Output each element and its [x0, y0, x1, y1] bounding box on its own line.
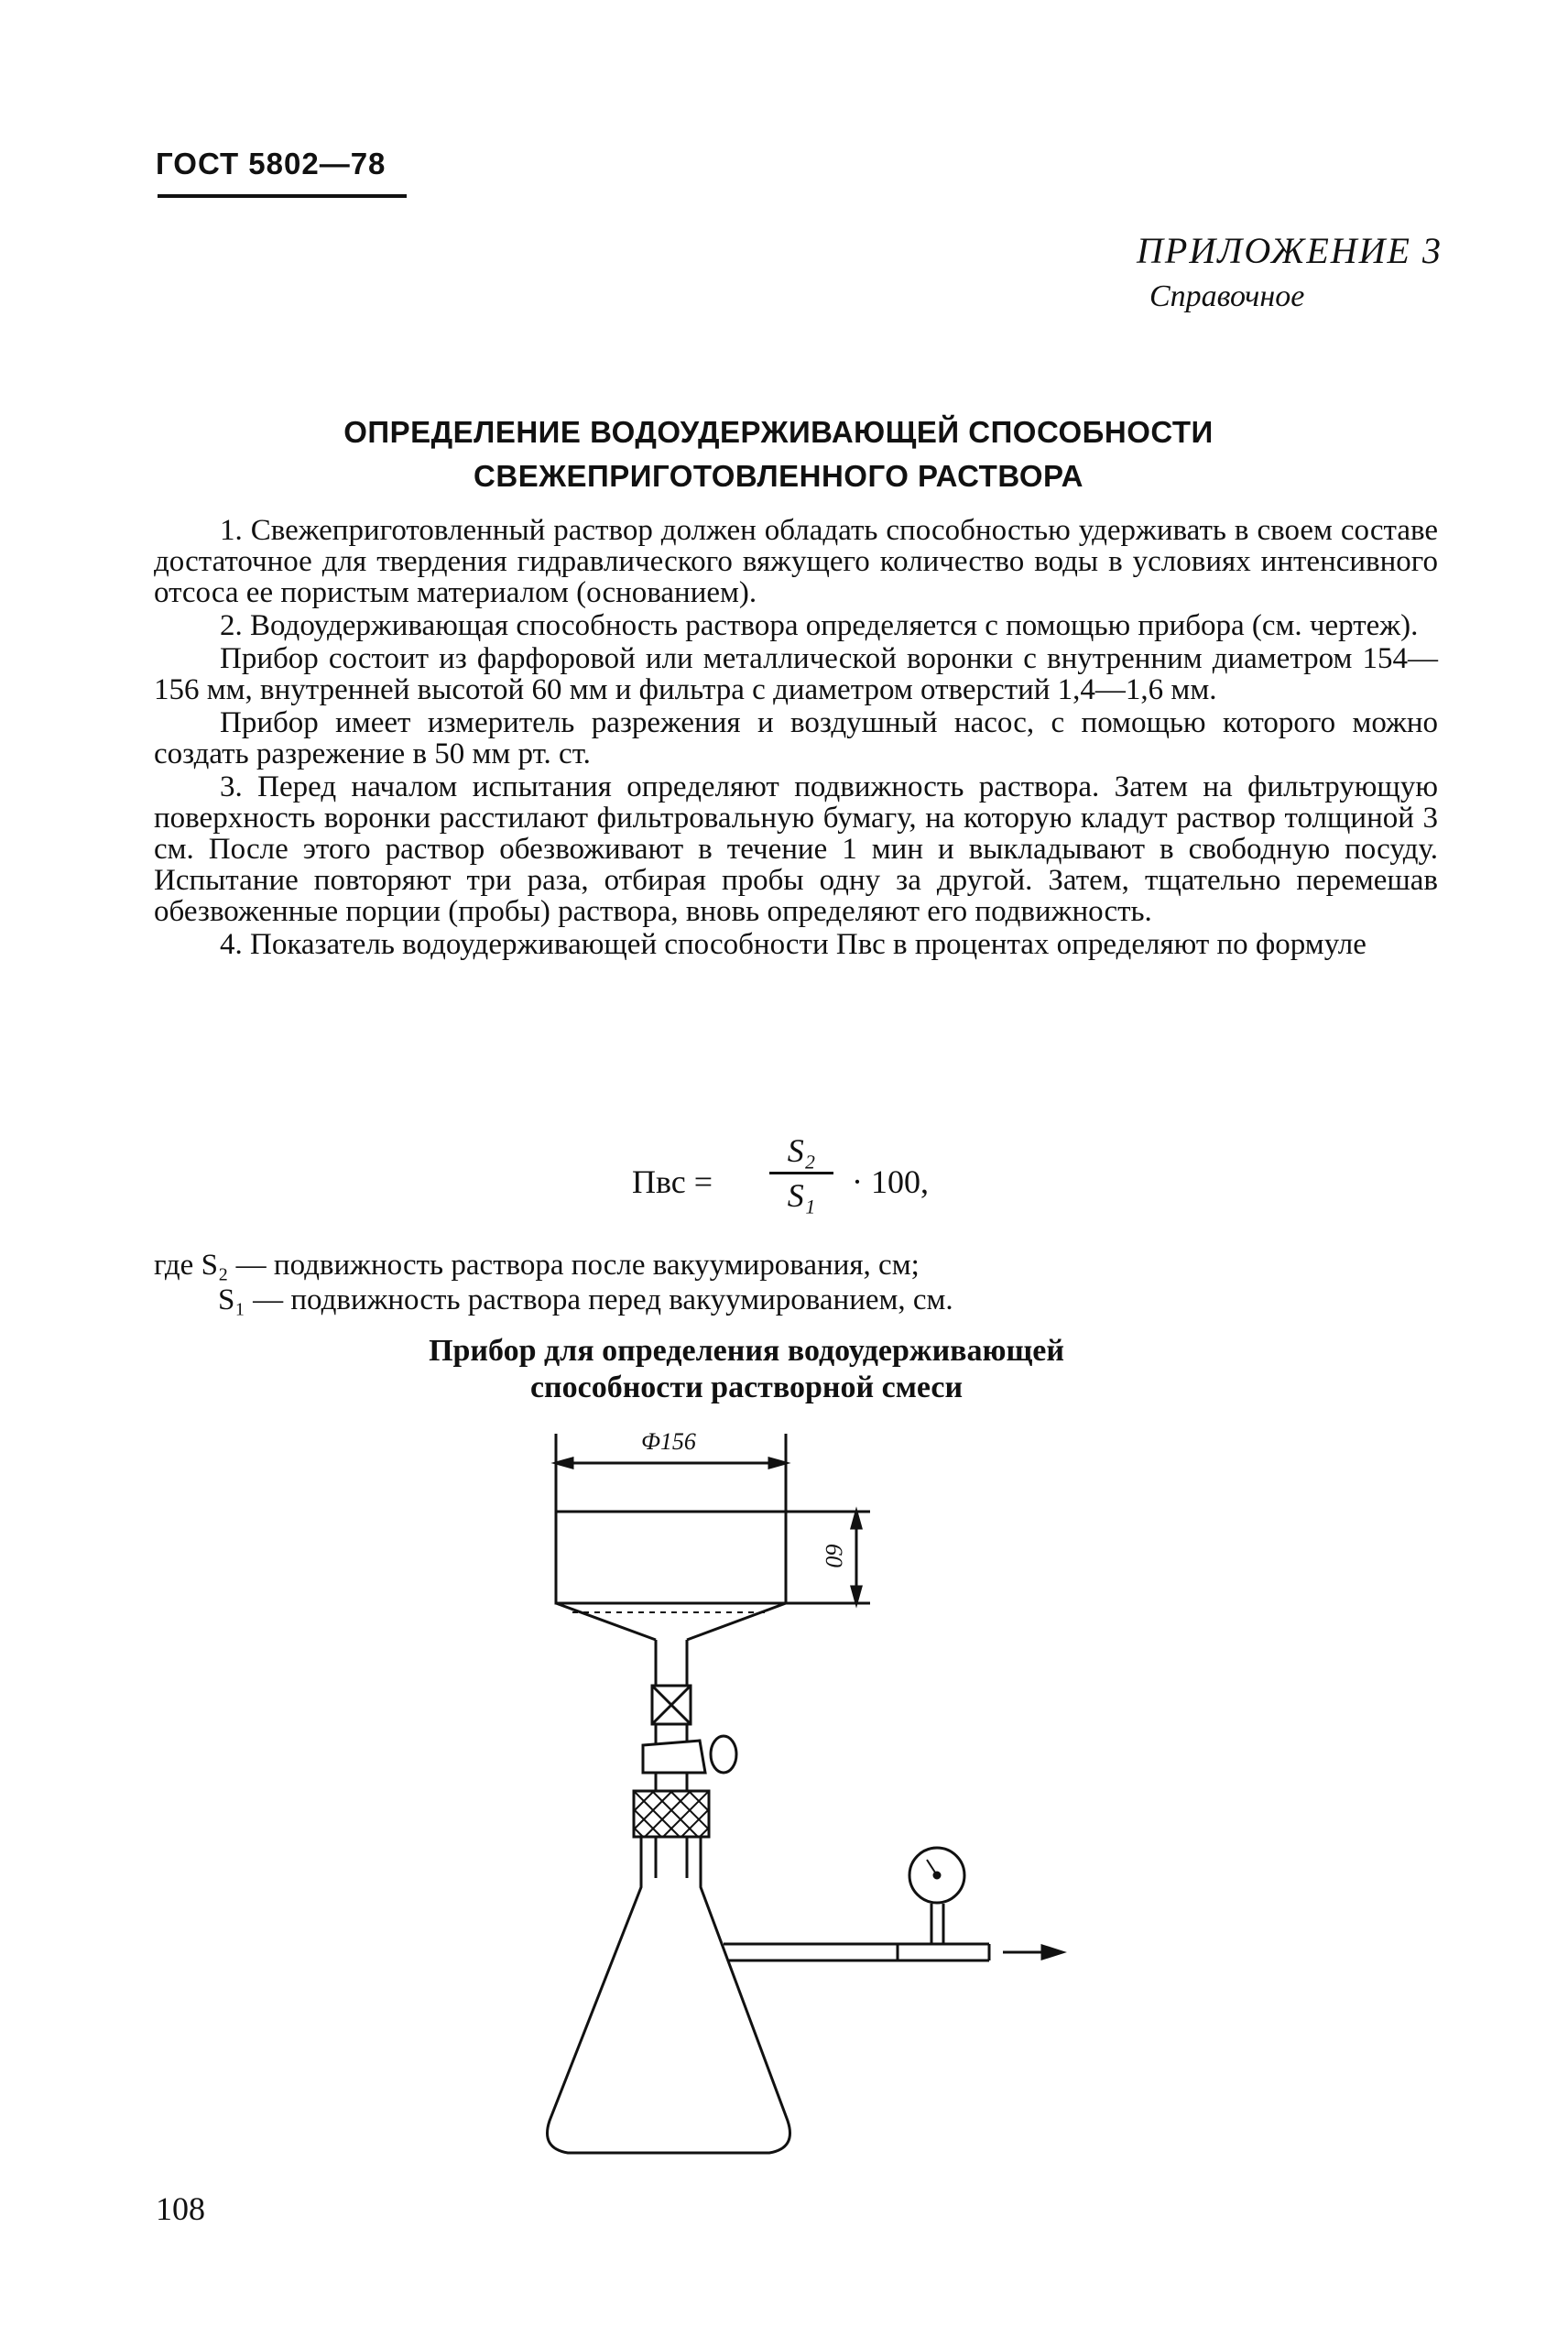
appendix-label: ПРИЛОЖЕНИЕ 3	[1137, 230, 1443, 271]
formula-fraction	[769, 1131, 833, 1215]
stopcock-handle	[711, 1736, 736, 1773]
definition-s2: где S₂ — подвижность раствора после вакуумирования, см;	[154, 1249, 920, 1282]
paragraph-6: 4. Показатель водоудерживающей способности Пвс в процентах определяют по формуле	[220, 928, 1367, 961]
dim-height-arrow-top	[852, 1512, 861, 1528]
page-number: 108	[156, 2190, 205, 2227]
variable-definitions	[154, 1248, 1438, 1317]
gauge-pivot	[934, 1873, 940, 1878]
figure-caption	[275, 1333, 1218, 1406]
paragraph-3: Прибор состоит из фарфоровой или металлической воронки с внутренним диаметром 154—156 мм, внутренней высотой 60 мм и фильтра с диаметром отверстий 1,4—1,6 мм.	[154, 642, 1438, 706]
dim-arrow-right	[769, 1458, 786, 1468]
pump-arrowhead	[1042, 1946, 1062, 1959]
paragraph-1: 1. Свежеприготовленный раствор должен обладать способностью удерживать в своем составе достаточное для твердения гидравлического вяжущего количество воды в условиях интенсивного отсоса ее пористым материалом (основанием).	[154, 514, 1438, 609]
figure-caption-line-2: способности растворной смеси	[529, 1370, 964, 1404]
vacuum-flask	[548, 1837, 790, 2153]
stopcock-valve	[643, 1741, 705, 1773]
dim-arrow-left	[556, 1458, 572, 1468]
flask-stopper	[634, 1791, 709, 1837]
dim-diameter-label: Ф156	[641, 1428, 696, 1455]
formula-lhs: Пвс =	[632, 1163, 713, 1200]
paragraph-2: 2. Водоудерживающая способность раствора определяется с помощью прибора (см. чертеж).	[220, 609, 1419, 642]
dim-height-arrow-bottom	[852, 1587, 861, 1603]
formula-rhs: · 100,	[852, 1163, 929, 1200]
formula	[632, 1131, 1017, 1241]
appendix-kind: Справочное	[1149, 279, 1305, 313]
paragraph-4: Прибор имеет измеритель разрежения и воздушный насос, с помощью которого можно создать разрежение в 50 мм рт. ст.	[154, 706, 1438, 770]
section-title-line-1: ОПРЕДЕЛЕНИЕ ВОДОУДЕРЖИВАЮЩЕЙ СПОСОБНОСТИ	[343, 415, 1214, 449]
funnel-cone-left	[556, 1603, 656, 1640]
formula-fraction-bar	[769, 1172, 833, 1174]
body-text	[154, 515, 1438, 962]
formula-numerator: S₂	[787, 1132, 816, 1169]
funnel-body	[556, 1512, 786, 1603]
definition-s1: S₁ — подвижность раствора перед вакуумированием, см.	[218, 1283, 953, 1316]
dim-height-label: 60	[821, 1544, 847, 1567]
section-title	[229, 410, 1328, 498]
formula-denominator: S₁	[787, 1177, 816, 1214]
header-rule	[158, 194, 407, 198]
stem-coupling	[652, 1686, 691, 1724]
paragraph-5: 3. Перед началом испытания определяют подвижность раствора. Затем на фильтрующую поверхность воронки расстилают фильтровальную бумагу, на которую кладут раствор толщиной 3 см. После этого раствор обезвоживают в течение 1 мин и выкладывают в свободную посуду. Испытание повторяют три раза, отбирая пробы одну за другой. Затем, тщательно перемешав обезвоженные порции (пробы) раствора, вновь определяют его подвижность.	[154, 770, 1438, 928]
funnel-cone-right	[687, 1603, 786, 1640]
pressure-gauge	[909, 1848, 964, 1903]
gauge-needle	[927, 1860, 937, 1875]
stopper-hatch	[634, 1791, 709, 1837]
gost-code: ГОСТ 5802—78	[156, 147, 387, 180]
figure-caption-line-1: Прибор для определения водоудерживающей	[429, 1334, 1064, 1368]
section-title-line-2: СВЕЖЕПРИГОТОВЛЕННОГО РАСТВОРА	[474, 459, 1083, 493]
